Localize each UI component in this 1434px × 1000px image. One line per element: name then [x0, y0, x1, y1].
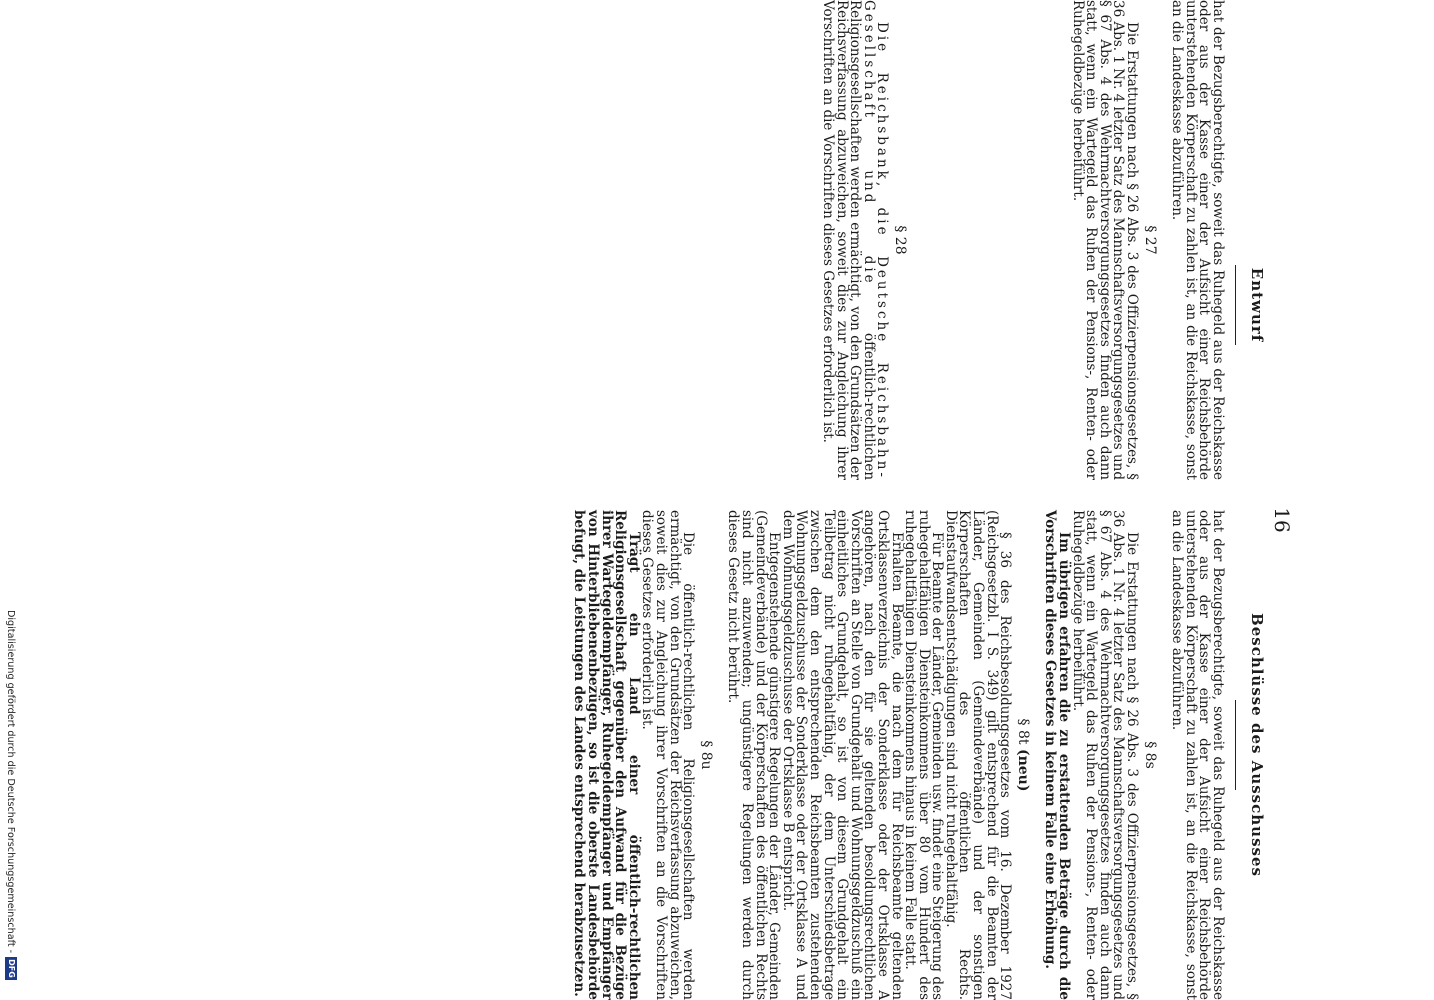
left-column [821, 0, 1225, 480]
left-intro-paragraph: hat der Bezugsberechtigte, soweit das Ruhegeld aus der Reichskasse oder aus der Kasse einer der Aufsicht einer Reichsbehörde unterstehenden Körperschaft zu zahlen ist, an die Reichskasse, sonst an die Landeskasse abzuführen. [1169, 0, 1226, 480]
section-8u-bold-text: Trägt ein Land einer öffentlich-rechtlichen Religionsgesellschaft gegenüber den Aufwand für die Bezüge ihrer Wartegeldempfänger, Ruhegeldempfänger und Empfänger von Hinterbliebenenbezügen, so ist die oberste Landesbehörde befugt, die Leistungen des Landes entsprechend herabzusetzen. [571, 510, 642, 1000]
section-8u-text: Die öffentlich-rechtlichen Religionsgesellschaften werden ermächtigt, von den Grundsätzen der Reichsverfassung abzuweichen, soweit dies zur Angleichung ihrer Vorschriften an die Vorschriften dieses Gesetzes erforderlich ist. [639, 510, 697, 1000]
section-8t-paragraph-2: Für Beamte der Länder, Gemeinden usw. findet eine Steigerung des ruhegehaltfähigen Diensteinkommens über 80 vom Hundert des ruhegehaltfähigen Diensteinkommens hinaus in keinem Falle statt. [902, 510, 946, 1000]
section-heading-28: § 28 [892, 225, 909, 255]
credit-text: Digitalisierung gefördert durch die Deutsche Forschungsgemeinschaft - [5, 610, 17, 954]
page-number: 16 [1270, 507, 1294, 533]
rotated-page-content [114, 0, 1294, 1000]
section-8s-text: Die Erstattungen nach § 26 Abs. 3 des Offizierpensionsgesetzes, § 36 Abs. 1 Nr. 4 letzter Satz des Mannschaftsversorgungsgesetzes und § 67 Abs. 4 des Wehrmachtversorgungsgesetzes finden auch dann statt, wenn ein Wartegeld das Ruhen der Pensions-, Renten- oder Ruhegeldbezüge herbeiführt. [1069, 510, 1141, 1000]
header-rule-right [1235, 700, 1236, 790]
right-column [572, 510, 1224, 1000]
section-8t-new-marker: (neu) [1014, 748, 1031, 792]
section-heading-8s: § 8s [1141, 741, 1158, 769]
section-8t-number: § 8t [1014, 718, 1031, 745]
section-heading-8t [1015, 510, 1029, 1000]
column-spacer [920, 0, 1070, 480]
section-27-text: Die Erstattungen nach § 26 Abs. 3 des Offizierpensionsgesetzes, § 36 Abs. 1 Nr. 4 letzter Satz des Mannschaftsversorgungsgesetzes und § 67 Abs. 4 des Wehrmachtversorgungsgesetzes finden auch dann statt, wenn ein Wartegeld das Ruhen der Pensions-, Renten- oder Ruhegeldbezüge herbeiführt. [1069, 0, 1141, 480]
section-28-paragraph [821, 0, 889, 480]
section-8s-bold-text: Im übrigen erfahren die zu erstattenden Beträge durch die Vorschriften dieses Gesetzes in keinem Falle eine Erhöhung. [1042, 510, 1073, 1000]
digitization-credit [4, 610, 18, 1000]
right-intro-paragraph: hat der Bezugsberechtigte, soweit das Ruhegeld aus der Reichskasse oder aus der Kasse einer der Aufsicht einer Reichsbehörde unterstehenden Körperschaft zu zahlen ist, an die Reichskasse, sonst an die Landeskasse abzuführen. [1169, 510, 1226, 1000]
dfg-logo: DFG [7, 959, 16, 978]
header-rule-left [1235, 265, 1236, 345]
section-28-spaced-text: Die Reichsbank, die Deutsche Reichsbahn-Gesellschaft und die [860, 0, 891, 480]
right-column-header: Beschlüsse des Ausschusses [1248, 613, 1266, 877]
section-heading-27: § 27 [1141, 225, 1158, 255]
section-28-text: öffentlich-rechtlichen Religionsgesellschaften werden ermächtigt, von den Grundsätzen der Reichsverfassung abzuweichen, soweit dies zur Angleichung ihrer Vorschriften an die Vorschriften dieses Gesetzes erforderlich ist. [820, 0, 877, 481]
left-column-header: Entwurf [1248, 267, 1266, 343]
section-heading-8u: § 8u [697, 740, 714, 770]
section-8t-paragraph-4: Entgegenstehende günstigere Regelungen der Länder, Gemeinden (Gemeindeverbände) und der Körperschaften des öffentlichen Rechts sind nicht anzuwenden; ungünstigere Regelungen werden durch dieses Gesetz nicht berührt. [725, 510, 783, 1000]
section-8t-paragraph-1: § 36 des Reichsbesoldungsgesetzes vom 16. Dezember 1927 (Reichsgesetzbl. I S. 349) gilt entsprechend für die Beamten der Länder, Gemeinden (Gemeindeverbände) und der sonstigen Körperschaften des öffentlichen Rechts. Dienstaufwandsentschädigungen sind nicht ruhegehaltfähig. [942, 510, 1014, 1000]
section-8t-paragraph-3: Erhalten Beamte, die nach dem für Reichsbeamte geltenden Ortsklassenverzeichnis der Sonderklasse oder der Ortsklasse A angehören, nach den für sie geltenden besoldungsrechtlichen Vorschriften an Stelle von Grundgehalt und Wohnungsgeldzuschuß ein einheitliches Grundgehalt, so ist von diesem Grundgehalt ein Teilbetrag nicht ruhegehaltfähig, der dem Unterschiedsbetrage zwischen dem den entsprechenden Reichsbeamten zustehenden Wohnungsgeldzuschusse der Sonderklasse oder der Ortsklasse A und dem Wohnungsgeldzuschusse der Ortsklasse B entspricht. [779, 510, 905, 1000]
